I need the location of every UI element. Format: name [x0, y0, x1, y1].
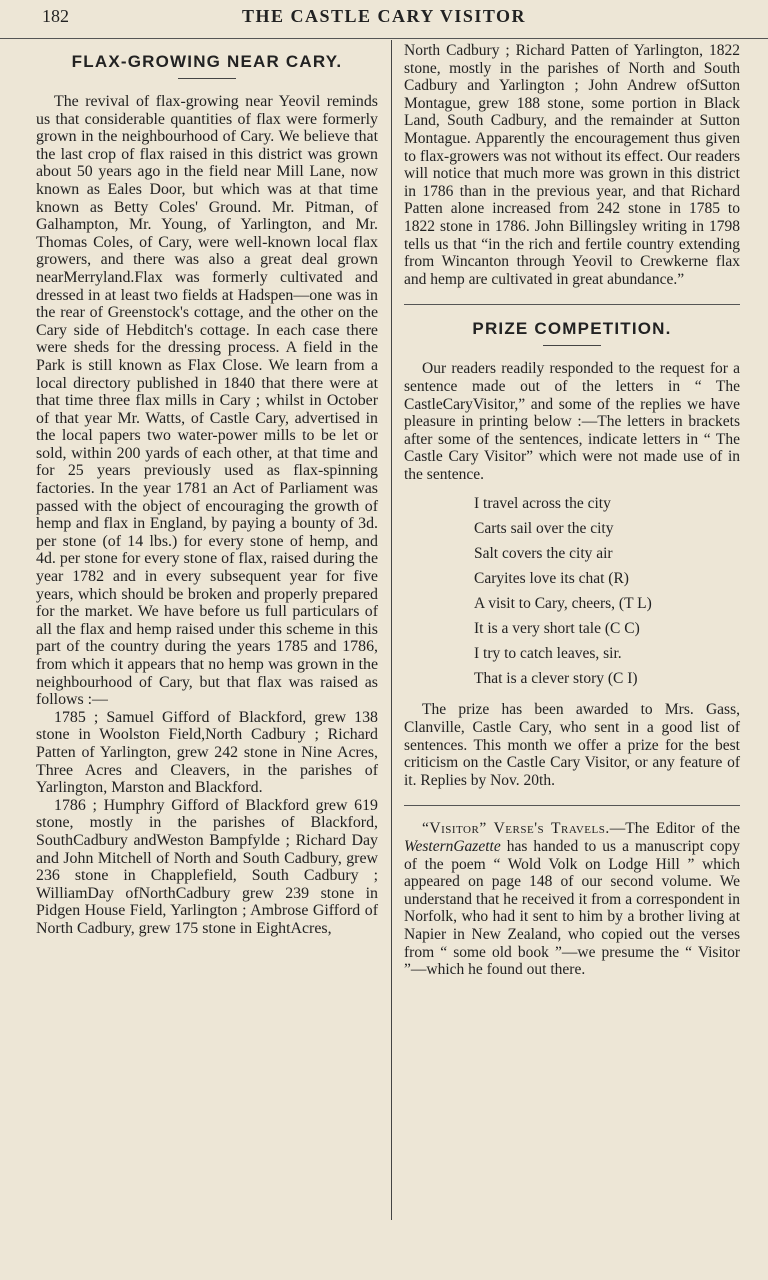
page-header [0, 0, 768, 39]
page-number: 182 [42, 6, 69, 26]
newspaper-name: WesternGazette [404, 838, 501, 856]
column-divider [391, 40, 392, 1220]
sentence-item: A visit to Cary, cheers, (T L) [474, 595, 652, 613]
flax-paragraph: The revival of flax-growing near Yeovil reminds us that considerable quantities of flax were formerly grown in the neighbourhood of Cary. We believe that the last crop of flax raised in this district was grown about 50 years ago in the field near Mill Lane, now known as Eales Door, but which was at that time known as Betty Coles' Ground. Mr. Pitman, of Galhampton, Mr. Young, of Yarlington, and Mr. Thomas Coles, of Cary, were well-known local flax growers, and there was also a great deal grown nearMerryland.Flax was formerly cultivated and dressed in at least two fields at Hadspen—one was in the rear of Greenstock's cottage, and the other on the Cary side of Hebditch's cottage. In each case there were sheds for the dressing process. A field in the Park is still known as Flax Close. We learn from a local directory published in 1840 that there were at that time three flax mills in Cary ; whilst in October of that year Mr. Watts, of Castle Cary, advertised in the local papers two water-power mills to be let or sold, within 200 yards of each other, at that time and for 25 years previously used as flax-spinning factories. In the year 1781 an Act of Parliament was passed with the object of encouraging the growth of hemp and flax in England, by paying a bounty of 3d. per stone (of 14 lbs.) for every stone of hemp, and 4d. per stone for every stone of flax, raised during the year 1782 and in every subsequent year for five years, which should be broken and properly prepared for the market. We have before us full particulars of all the flax and hemp raised under this scheme in this part of the country during the years 1785 and 1786, from which it appears that no hemp was grown in the neighbourhood of Cary, but that flax was raised as follows :— [36, 93, 378, 709]
sentence-list [474, 491, 740, 691]
verses-paragraph [404, 820, 740, 978]
title-underline [178, 78, 236, 79]
sentence-item: Caryites love its chat (R) [474, 570, 629, 588]
flax-paragraph: 1786 ; Humphry Gifford of Blackford grew 619 stone, mostly in the parishes of Blackford, SouthCadbury andWeston Bampfylde ; Richard Day and John Mitchell of North and South Cadbury, grew 236 stone in Chapplefield, South Cadbury ; WilliamDay ofNorthCadbury grew 239 stone in Pidgen House Field, Yarlington ; Ambrose Gifford of North Cadbury, grew 175 stone in EightAcres, [36, 796, 378, 937]
verses-text-lead: —The Editor of the [609, 820, 740, 838]
prize-intro: Our readers readily responded to the request for a sentence made out of the letters in “ The CastleCaryVisitor,” and some of the replies we have pleasure in printing below :—The letters in brackets after some of the sentences, indicate letters in “ The Castle Cary Visitor” which were not made use of in the sentence. [404, 360, 740, 483]
flax-continuation: North Cadbury ; Richard Patten of Yarlington, 1822 stone, mostly in the parishes of North and South Cadbury and Yarlington ; John Andrew ofSutton Montague, grew 188 stone, some portion in Black Land, South Cadbury, and the remainder at Sutton Montague. Apparently the encouragement thus given to flax-growers was not without its effect. Our readers will notice that much more was grown in this district in 1786 than in the previous year, and that Richard Patten alone increased from 242 stone in 1785 to 1822 stone in 1786. John Billingsley writing in 1798 tells us that “in the rich and fertile country extending from Wincanton through Yeovil to Crewkerne flax and hemp are cultivated in great abundance.” [404, 42, 740, 288]
flax-article-title: FLAX-GROWING NEAR CARY. [71, 52, 343, 71]
sentence-item: Salt covers the city air [474, 545, 613, 563]
sentence-item: I travel across the city [474, 495, 611, 513]
sentence-item: I try to catch leaves, sir. [474, 645, 622, 663]
prize-title: PRIZE COMPETITION. [472, 319, 672, 339]
verses-text: has handed to us a manuscript copy of the poem “ Wold Volk on Lodge Hill ” which appeared on page 148 of our second volume. We understand that he received it from a correspondent in Norfolk, who had it sent to him by a brother living at Napier in New Zealand, who copied out the verses from “ some old book ”—we presume the “ Visitor ”—which he found out there. [404, 838, 741, 979]
sentence-item: It is a very short tale (C C) [474, 620, 640, 638]
prize-outro: The prize has been awarded to Mrs. Gass, Clanville, Castle Cary, who sent in a good list of sentences. This month we offer a prize for the best criticism on the Castle Cary Visitor, or any feature of it. Replies by Nov. 20th. [404, 701, 740, 789]
flax-paragraph: 1785 ; Samuel Gifford of Blackford, grew 138 stone in Woolston Field,North Cadbury ; Richard Patten of Yarlington, grew 242 stone in Nine Acres, Three Acres and Cleavers, in the parishes of Yarlington, Marston and Blackford. [36, 708, 378, 797]
section-divider [404, 304, 740, 305]
section-divider [404, 805, 740, 806]
running-title: THE CASTLE CARY VISITOR [241, 6, 527, 26]
right-column [404, 42, 740, 979]
sentence-item: That is a clever story (C I) [474, 670, 638, 688]
verses-heading: “Visitor” Verse's Travels. [422, 820, 610, 838]
sentence-item: Carts sail over the city [474, 520, 614, 538]
left-column [36, 42, 378, 938]
title-underline [543, 345, 601, 346]
